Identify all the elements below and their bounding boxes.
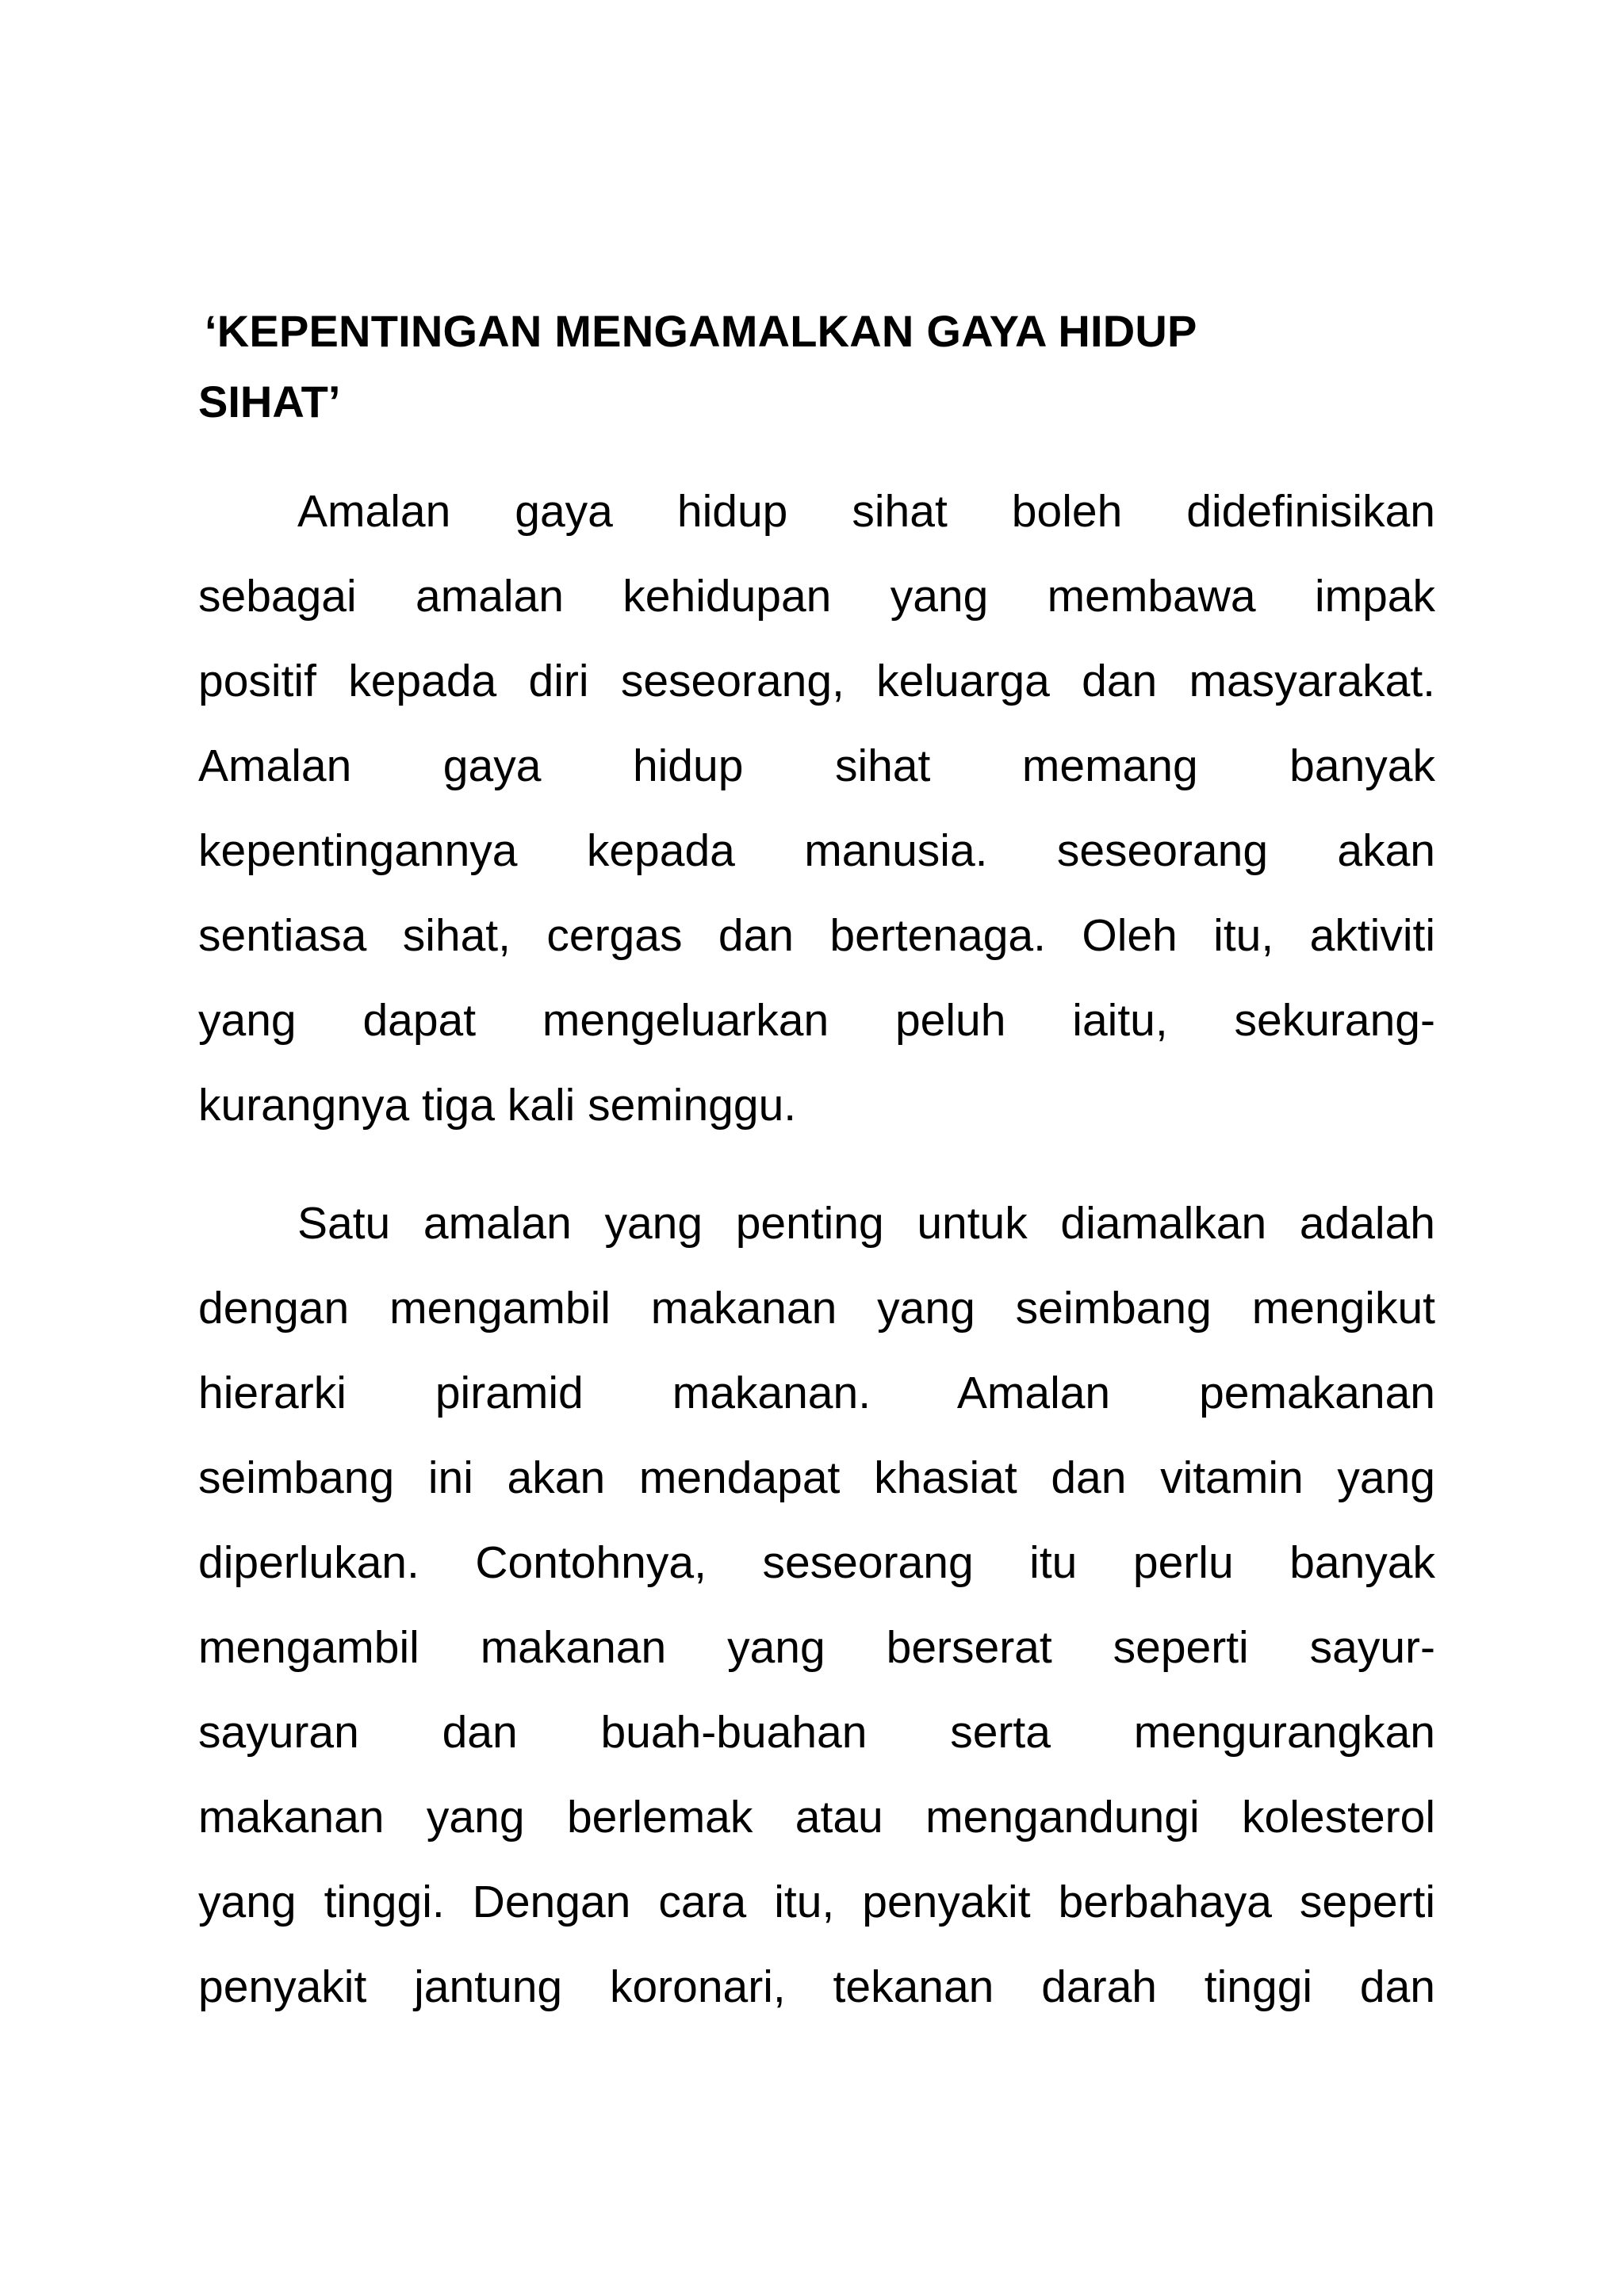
paragraph-line: yang dapat mengeluarkan peluh iaitu, sekurang- — [198, 995, 1435, 1046]
paragraph-line: seimbang ini akan mendapat khasiat dan vitamin yang — [198, 1452, 1435, 1503]
paragraph-line: penyakit jantung koronari, tekanan darah tinggi dan — [198, 1961, 1435, 2012]
paragraph-2 — [198, 1181, 1435, 2030]
paragraph-line: diperlukan. Contohnya, seseorang itu perlu banyak — [198, 1537, 1435, 1588]
paragraph-line: Amalan gaya hidup sihat memang banyak — [198, 740, 1435, 791]
document-title-line-2: SIHAT’ — [198, 377, 341, 427]
paragraph-line: Satu amalan yang penting untuk diamalkan adalah — [297, 1198, 1435, 1249]
paragraph-line: makanan yang berlemak atau mengandungi kolesterol — [198, 1792, 1435, 1843]
paragraph-line: Amalan gaya hidup sihat boleh didefinisikan — [297, 486, 1435, 537]
paragraph-line: sentiasa sihat, cergas dan bertenaga. Oleh itu, aktiviti — [198, 910, 1435, 961]
paragraph-line: sayuran dan buah-buahan serta mengurangkan — [198, 1707, 1435, 1758]
paragraph-1 — [198, 469, 1435, 1148]
paragraph-line: kepentingannya kepada manusia. seseorang akan — [198, 825, 1435, 876]
document-title-line-1: ‘KEPENTINGAN MENGAMALKAN GAYA HIDUP — [205, 306, 1197, 356]
paragraph-line: hierarki piramid makanan. Amalan pemakanan — [198, 1368, 1435, 1418]
paragraph-line: mengambil makanan yang berserat seperti sayur- — [198, 1622, 1435, 1673]
paragraph-line: positif kepada diri seseorang, keluarga dan masyarakat. — [198, 656, 1435, 706]
paragraph-line: dengan mengambil makanan yang seimbang mengikut — [198, 1283, 1435, 1334]
paragraph-line: sebagai amalan kehidupan yang membawa impak — [198, 571, 1435, 622]
document-body — [198, 279, 1435, 2030]
paragraph-line: kurangnya tiga kali seminggu. — [198, 1080, 797, 1131]
paragraph-line: yang tinggi. Dengan cara itu, penyakit berbahaya seperti — [198, 1877, 1435, 1927]
